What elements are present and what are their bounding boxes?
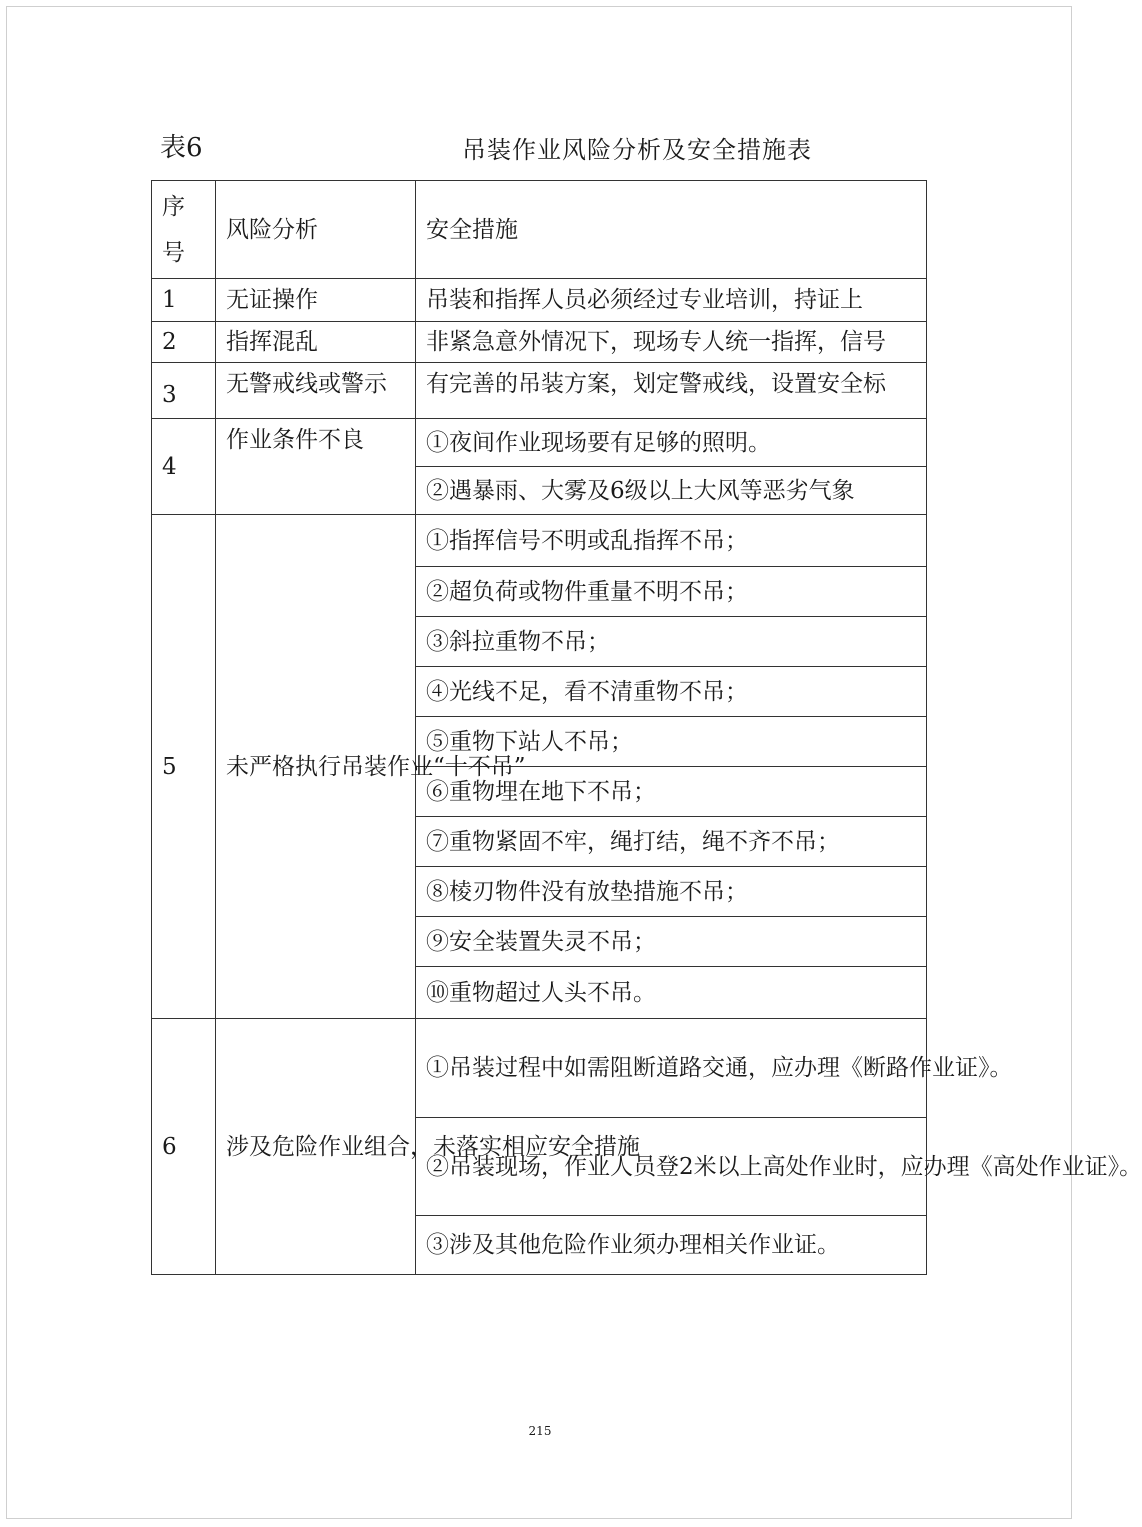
table-row (152, 419, 927, 467)
row-measure: ②超负荷或物件重量不明不吊； (416, 567, 927, 617)
row-seq: 1 (152, 279, 216, 322)
header-seq (152, 181, 216, 279)
row-risk: 作业条件不良 (216, 419, 416, 515)
row-measure: ①夜间作业现场要有足够的照明。 (416, 419, 927, 467)
row-measure: ⑦重物紧固不牢，绳打结，绳不齐不吊； (416, 817, 927, 867)
row-measure: ⑨安全装置失灵不吊； (416, 917, 927, 967)
table-row (152, 1019, 927, 1118)
risk-table (151, 180, 1142, 1275)
row-risk: 无警戒线或警示 (216, 363, 416, 419)
row-measure: ③斜拉重物不吊； (416, 617, 927, 667)
row-seq: 4 (152, 419, 216, 515)
row-measure: ③涉及其他危险作业须办理相关作业证。 (416, 1216, 927, 1275)
row-seq: 6 (152, 1019, 216, 1275)
table-row (152, 515, 927, 567)
row-measure: 吊装和指挥人员必须经过专业培训，持证上 (416, 279, 927, 322)
row-measure: ⑧棱刃物件没有放垫措施不吊； (416, 867, 927, 917)
row-risk: 涉及危险作业组合，未落实相应安全措施 (216, 1019, 416, 1275)
table-title: 吊装作业风险分析及安全措施表 (462, 136, 812, 164)
table-row (152, 322, 927, 363)
row-measure: ⑤重物下站人不吊； (416, 717, 927, 767)
row-measure: ①指挥信号不明或乱指挥不吊； (416, 515, 927, 567)
row-seq: 2 (152, 322, 216, 363)
row-risk: 指挥混乱 (216, 322, 416, 363)
row-measure: ②吊装现场，作业人员登2米以上高处作业时，应办理《高处作业证》。 (416, 1118, 927, 1216)
row-risk: 未严格执行吊装作业“十不吊” (216, 515, 416, 1019)
row-risk: 无证操作 (216, 279, 416, 322)
row-measure: ⑩重物超过人头不吊。 (416, 967, 927, 1019)
row-measure: 非紧急意外情况下，现场专人统一指挥，信号 (416, 322, 927, 363)
header-seq-line1: 序 (162, 193, 185, 220)
header-measures: 安全措施 (416, 181, 927, 279)
header-seq-line2: 号 (162, 239, 185, 266)
row-measure: ⑥重物埋在地下不吊； (416, 767, 927, 817)
header-risk: 风险分析 (216, 181, 416, 279)
row-seq: 3 (152, 363, 216, 419)
table-header-row (152, 181, 927, 279)
table-row (152, 279, 927, 322)
table-row (152, 363, 927, 419)
row-seq: 5 (152, 515, 216, 1019)
page-number: 215 (528, 1424, 552, 1438)
table-caption: 表6 (160, 133, 203, 163)
row-measure: 有完善的吊装方案，划定警戒线，设置安全标 (416, 363, 927, 419)
row-measure: ④光线不足，看不清重物不吊； (416, 667, 927, 717)
row-measure: ②遇暴雨、大雾及6级以上大风等恶劣气象 (416, 467, 927, 515)
row-measure: ①吊装过程中如需阻断道路交通，应办理《断路作业证》。 (416, 1019, 927, 1118)
